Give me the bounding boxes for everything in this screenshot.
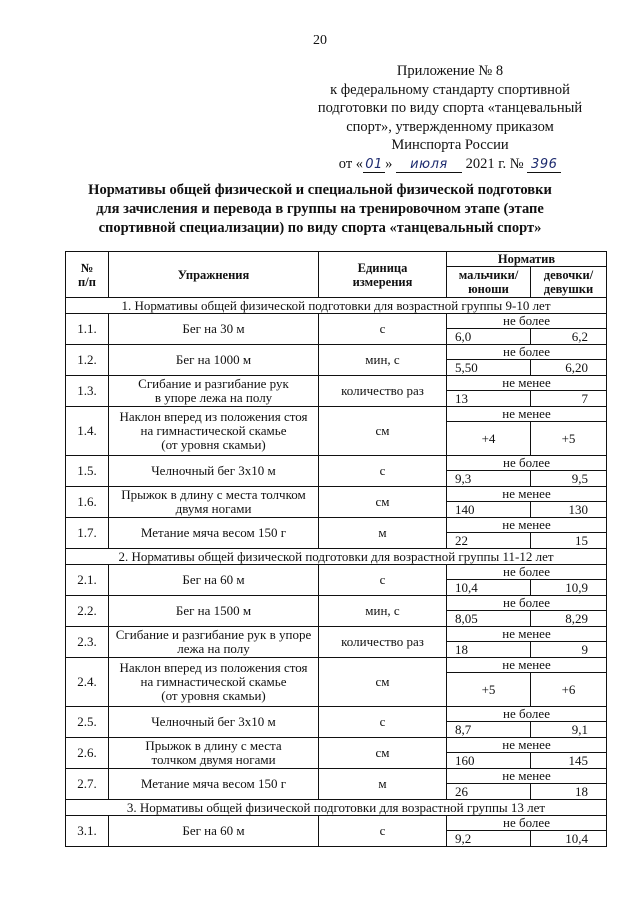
title-line: Нормативы общей физической и специальной физической подготовки bbox=[88, 182, 552, 198]
condition-cell: не более bbox=[447, 816, 607, 831]
condition-cell: не менее bbox=[447, 407, 607, 422]
norms-table-body bbox=[66, 298, 607, 847]
exercise-cell bbox=[109, 456, 319, 487]
row-number: 1.6. bbox=[66, 487, 109, 518]
exercise-cell bbox=[109, 345, 319, 376]
exercise-line: Сгибание и разгибание рук bbox=[138, 376, 289, 391]
exercise-line: Метание мяча весом 150 г bbox=[140, 776, 287, 791]
exercise-line: Бег на 60 м bbox=[182, 572, 245, 587]
header-boys-line: юноши bbox=[468, 282, 509, 296]
appendix-line: спорт», утвержденному приказом bbox=[346, 118, 554, 135]
exercise-cell bbox=[109, 314, 319, 345]
table-row bbox=[66, 487, 607, 502]
girls-value: +6 bbox=[531, 673, 607, 707]
row-number: 2.3. bbox=[66, 627, 109, 658]
exercise-line: (от уровня скамьи) bbox=[161, 437, 266, 452]
exercise-line: на гимнастической скамье bbox=[140, 423, 287, 438]
exercise-line: Бег на 1000 м bbox=[175, 352, 252, 367]
header-girls bbox=[531, 267, 607, 298]
condition-cell: не менее bbox=[447, 487, 607, 502]
row-number: 2.2. bbox=[66, 596, 109, 627]
exercise-line: в упоре лежа на полу bbox=[154, 390, 273, 405]
header-boys-line: мальчики/ bbox=[458, 268, 519, 282]
exercise-line: толчком двумя ногами bbox=[151, 752, 276, 767]
condition-cell: не менее bbox=[447, 738, 607, 753]
header-num bbox=[66, 252, 109, 298]
exercise-cell bbox=[109, 407, 319, 456]
handwritten-day: 01 bbox=[363, 157, 385, 173]
boys-value: 8,7 bbox=[447, 722, 531, 738]
exercise-line: Наклон вперед из положения стоя bbox=[119, 409, 308, 424]
condition-cell: не менее bbox=[447, 658, 607, 673]
exercise-line: лежа на полу bbox=[177, 641, 250, 656]
appendix-line: подготовки по виду спорта «танцевальный bbox=[317, 100, 583, 116]
girls-value: 18 bbox=[531, 784, 607, 800]
boys-value: 5,50 bbox=[447, 360, 531, 376]
exercise-cell bbox=[109, 769, 319, 800]
header-num-line: № bbox=[80, 260, 94, 275]
norms-table bbox=[65, 251, 607, 847]
unit-cell: с bbox=[319, 707, 447, 738]
girls-value: 9 bbox=[531, 642, 607, 658]
section-title: 3. Нормативы общей физической подготовки для возрастной группы 13 лет bbox=[66, 800, 607, 816]
boys-value: +5 bbox=[447, 673, 531, 707]
appendix-block bbox=[300, 62, 600, 173]
appendix-line: к федеральному стандарту спортивной bbox=[330, 81, 570, 98]
unit-cell: с bbox=[319, 816, 447, 847]
handwritten-month: июля bbox=[396, 157, 462, 173]
row-number: 2.6. bbox=[66, 738, 109, 769]
exercise-cell bbox=[109, 596, 319, 627]
table-row bbox=[66, 314, 607, 329]
section-row bbox=[66, 800, 607, 816]
girls-value: 9,5 bbox=[531, 471, 607, 487]
table-row bbox=[66, 565, 607, 580]
girls-value: +5 bbox=[531, 422, 607, 456]
exercise-line: Челночный бег 3х10 м bbox=[151, 714, 276, 729]
exercise-cell bbox=[109, 627, 319, 658]
boys-value: 10,4 bbox=[447, 580, 531, 596]
boys-value: 160 bbox=[447, 753, 531, 769]
girls-value: 8,29 bbox=[531, 611, 607, 627]
exercise-line: Челночный бег 3х10 м bbox=[151, 463, 276, 478]
exercise-line: на гимнастической скамье bbox=[140, 674, 287, 689]
exercise-line: Прыжок в длину с места толчком bbox=[121, 487, 306, 502]
boys-value: 140 bbox=[447, 502, 531, 518]
header-girls-line: девушки bbox=[543, 282, 594, 296]
boys-value: 22 bbox=[447, 533, 531, 549]
header-num-line: п/п bbox=[78, 274, 96, 289]
exercise-line: Бег на 60 м bbox=[182, 823, 245, 838]
row-number: 2.5. bbox=[66, 707, 109, 738]
condition-cell: не более bbox=[447, 345, 607, 360]
exercise-cell bbox=[109, 707, 319, 738]
date-prefix: от « bbox=[338, 155, 364, 172]
header-unit-line: измерения bbox=[352, 274, 413, 289]
section-title: 2. Нормативы общей физической подготовки для возрастной группы 11-12 лет bbox=[66, 549, 607, 565]
row-number: 3.1. bbox=[66, 816, 109, 847]
table-row bbox=[66, 627, 607, 642]
row-number: 1.5. bbox=[66, 456, 109, 487]
exercise-line: Бег на 1500 м bbox=[175, 603, 252, 618]
condition-cell: не менее bbox=[447, 769, 607, 784]
unit-cell: м bbox=[319, 769, 447, 800]
girls-value: 7 bbox=[531, 391, 607, 407]
girls-value: 6,20 bbox=[531, 360, 607, 376]
boys-value: 8,05 bbox=[447, 611, 531, 627]
row-number: 2.4. bbox=[66, 658, 109, 707]
girls-value: 15 bbox=[531, 533, 607, 549]
exercise-cell bbox=[109, 816, 319, 847]
boys-value: +4 bbox=[447, 422, 531, 456]
boys-value: 9,3 bbox=[447, 471, 531, 487]
unit-cell: см bbox=[319, 407, 447, 456]
exercise-cell bbox=[109, 518, 319, 549]
boys-value: 18 bbox=[447, 642, 531, 658]
boys-value: 6,0 bbox=[447, 329, 531, 345]
girls-value: 6,2 bbox=[531, 329, 607, 345]
unit-cell: см bbox=[319, 487, 447, 518]
table-row bbox=[66, 707, 607, 722]
condition-cell: не более bbox=[447, 456, 607, 471]
header-unit bbox=[319, 252, 447, 298]
table-row bbox=[66, 658, 607, 673]
row-number: 1.2. bbox=[66, 345, 109, 376]
condition-cell: не менее bbox=[447, 518, 607, 533]
date-year: 2021 г. № bbox=[465, 155, 524, 172]
unit-cell: с bbox=[319, 456, 447, 487]
exercise-cell bbox=[109, 487, 319, 518]
document-title bbox=[60, 181, 580, 238]
row-number: 1.7. bbox=[66, 518, 109, 549]
exercise-line: Прыжок в длину с места bbox=[145, 738, 282, 753]
table-row bbox=[66, 769, 607, 784]
table-row bbox=[66, 345, 607, 360]
unit-cell: мин, с bbox=[319, 345, 447, 376]
header-girls-line: девочки/ bbox=[543, 268, 594, 282]
boys-value: 13 bbox=[447, 391, 531, 407]
condition-cell: не менее bbox=[447, 376, 607, 391]
table-row bbox=[66, 816, 607, 831]
row-number: 1.4. bbox=[66, 407, 109, 456]
header-exercise: Упражнения bbox=[109, 252, 319, 298]
header-boys bbox=[447, 267, 531, 298]
section-title: 1. Нормативы общей физической подготовки для возрастной группы 9-10 лет bbox=[66, 298, 607, 314]
table-row bbox=[66, 518, 607, 533]
unit-cell: количество раз bbox=[319, 627, 447, 658]
exercise-cell bbox=[109, 376, 319, 407]
condition-cell: не менее bbox=[447, 627, 607, 642]
unit-cell: с bbox=[319, 565, 447, 596]
table-row bbox=[66, 456, 607, 471]
appendix-line: Минспорта России bbox=[391, 137, 509, 153]
exercise-line: Наклон вперед из положения стоя bbox=[119, 660, 308, 675]
title-line: для зачисления и перевода в группы на тренировочном этапе (этапе bbox=[96, 201, 544, 217]
exercise-line: двумя ногами bbox=[175, 501, 252, 516]
unit-cell: количество раз bbox=[319, 376, 447, 407]
unit-cell: см bbox=[319, 658, 447, 707]
boys-value: 26 bbox=[447, 784, 531, 800]
row-number: 1.3. bbox=[66, 376, 109, 407]
condition-cell: не более bbox=[447, 565, 607, 580]
exercise-cell bbox=[109, 565, 319, 596]
header-unit-line: Единица bbox=[357, 260, 408, 275]
unit-cell: м bbox=[319, 518, 447, 549]
girls-value: 10,4 bbox=[531, 831, 607, 847]
exercise-line: Метание мяча весом 150 г bbox=[140, 525, 287, 540]
unit-cell: с bbox=[319, 314, 447, 345]
girls-value: 130 bbox=[531, 502, 607, 518]
appendix-line: Приложение № 8 bbox=[396, 63, 504, 79]
table-row bbox=[66, 596, 607, 611]
exercise-line: Бег на 30 м bbox=[182, 321, 245, 336]
condition-cell: не более bbox=[447, 596, 607, 611]
row-number: 2.7. bbox=[66, 769, 109, 800]
exercise-cell bbox=[109, 738, 319, 769]
row-number: 2.1. bbox=[66, 565, 109, 596]
condition-cell: не более bbox=[447, 314, 607, 329]
girls-value: 145 bbox=[531, 753, 607, 769]
section-row bbox=[66, 549, 607, 565]
page-number: 20 bbox=[313, 33, 327, 48]
girls-value: 10,9 bbox=[531, 580, 607, 596]
unit-cell: см bbox=[319, 738, 447, 769]
exercise-cell bbox=[109, 658, 319, 707]
date-mid: » bbox=[385, 155, 393, 172]
exercise-line: (от уровня скамьи) bbox=[161, 688, 266, 703]
handwritten-order-number: 396 bbox=[527, 157, 561, 173]
approval-date-line bbox=[300, 155, 600, 174]
table-row bbox=[66, 376, 607, 391]
unit-cell: мин, с bbox=[319, 596, 447, 627]
row-number: 1.1. bbox=[66, 314, 109, 345]
section-row bbox=[66, 298, 607, 314]
boys-value: 9,2 bbox=[447, 831, 531, 847]
condition-cell: не более bbox=[447, 707, 607, 722]
table-row bbox=[66, 407, 607, 422]
girls-value: 9,1 bbox=[531, 722, 607, 738]
table-row bbox=[66, 738, 607, 753]
title-line: спортивной специализации) по виду спорта «танцевальный спорт» bbox=[98, 220, 542, 236]
exercise-line: Сгибание и разгибание рук в упоре bbox=[115, 627, 312, 642]
header-norm: Норматив bbox=[447, 252, 607, 267]
